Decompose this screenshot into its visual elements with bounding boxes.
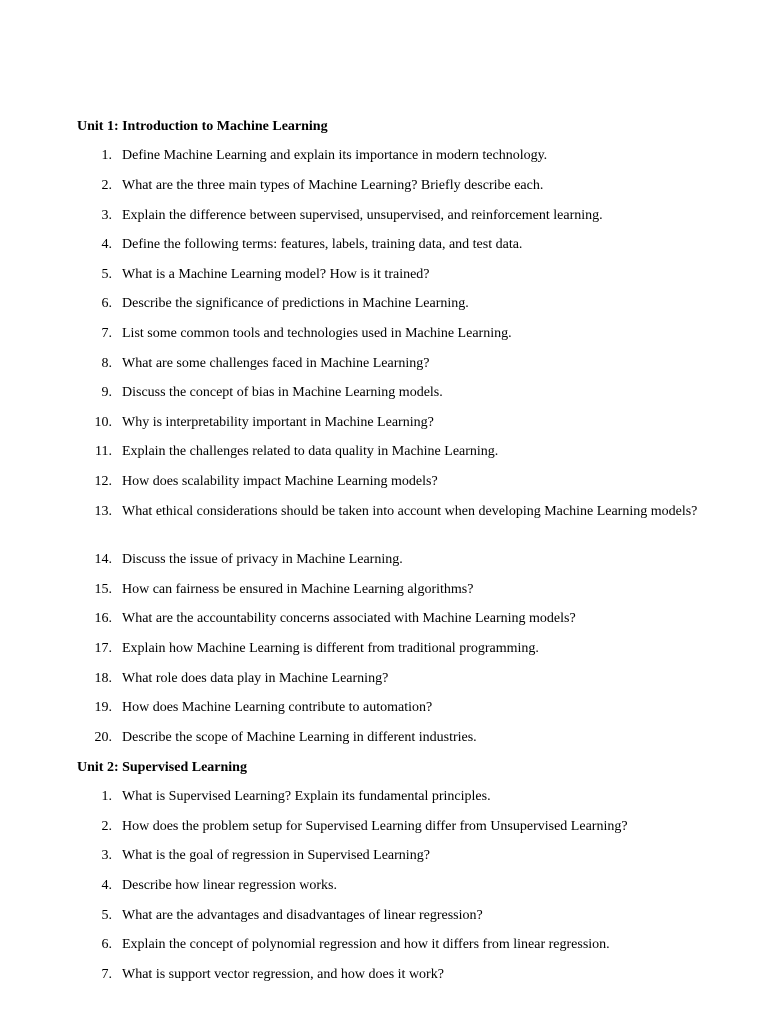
item-number: 5. [101,908,112,923]
item-text: What are the three main types of Machine Learning? Briefly describe each. [122,178,544,193]
item-number: 7. [101,967,112,982]
item-number: 12. [94,474,112,489]
item-number: 19. [94,700,112,715]
item-text: What are the advantages and disadvantages of linear regression? [122,908,483,923]
item-text: What are the accountability concerns associated with Machine Learning models? [122,611,576,626]
item-number: 5. [101,267,112,282]
unit-2-heading: Unit 2: Supervised Learning [77,760,247,775]
item-number: 4. [101,878,112,893]
item-number: 7. [101,326,112,341]
item-text: What are some challenges faced in Machine Learning? [122,356,430,371]
item-text: What is a Machine Learning model? How is it trained? [122,267,430,282]
item-number: 18. [94,671,112,686]
item-number: 6. [101,937,112,952]
item-number: 2. [101,819,112,834]
item-number: 13. [94,504,112,519]
item-number: 1. [101,789,112,804]
item-number: 17. [94,641,112,656]
item-number: 16. [94,611,112,626]
item-text: Define Machine Learning and explain its importance in modern technology. [122,148,548,163]
item-text: Describe how linear regression works. [122,878,337,893]
item-text: What is support vector regression, and how does it work? [122,967,444,982]
item-text: Discuss the concept of bias in Machine Learning models. [122,385,443,400]
item-number: 14. [94,552,112,567]
item-text: How does Machine Learning contribute to automation? [122,700,433,715]
item-text: What ethical considerations should be taken into account when developing Machine Learning models? [122,504,698,519]
item-number: 6. [101,296,112,311]
item-text: What is Supervised Learning? Explain its fundamental principles. [122,789,491,804]
item-text: Discuss the issue of privacy in Machine Learning. [122,552,403,567]
item-text: Describe the scope of Machine Learning in different industries. [122,730,477,745]
item-text: Describe the significance of predictions in Machine Learning. [122,296,469,311]
item-text: List some common tools and technologies used in Machine Learning. [122,326,512,341]
item-text: How does scalability impact Machine Learning models? [122,474,438,489]
item-text: What is the goal of regression in Supervised Learning? [122,848,430,863]
item-number: 4. [101,237,112,252]
item-number: 9. [101,385,112,400]
item-number: 10. [94,415,112,430]
item-text: Explain the difference between supervised, unsupervised, and reinforcement learning. [122,208,603,223]
unit-1-heading: Unit 1: Introduction to Machine Learning [77,119,328,134]
item-text: Explain how Machine Learning is different from traditional programming. [122,641,539,656]
item-text: How does the problem setup for Supervised Learning differ from Unsupervised Learning? [122,819,628,834]
item-number: 20. [94,730,112,745]
item-text: Explain the challenges related to data quality in Machine Learning. [122,444,499,459]
item-number: 3. [101,848,112,863]
item-text: Why is interpretability important in Machine Learning? [122,415,434,430]
item-text: Define the following terms: features, labels, training data, and test data. [122,237,523,252]
item-number: 15. [94,582,112,597]
item-text: Explain the concept of polynomial regression and how it differs from linear regression. [122,937,610,952]
item-text: What role does data play in Machine Learning? [122,671,389,686]
item-number: 2. [101,178,112,193]
item-text: How can fairness be ensured in Machine Learning algorithms? [122,582,474,597]
item-number: 11. [95,444,112,459]
item-number: 8. [101,356,112,371]
item-number: 3. [101,208,112,223]
item-number: 1. [101,148,112,163]
